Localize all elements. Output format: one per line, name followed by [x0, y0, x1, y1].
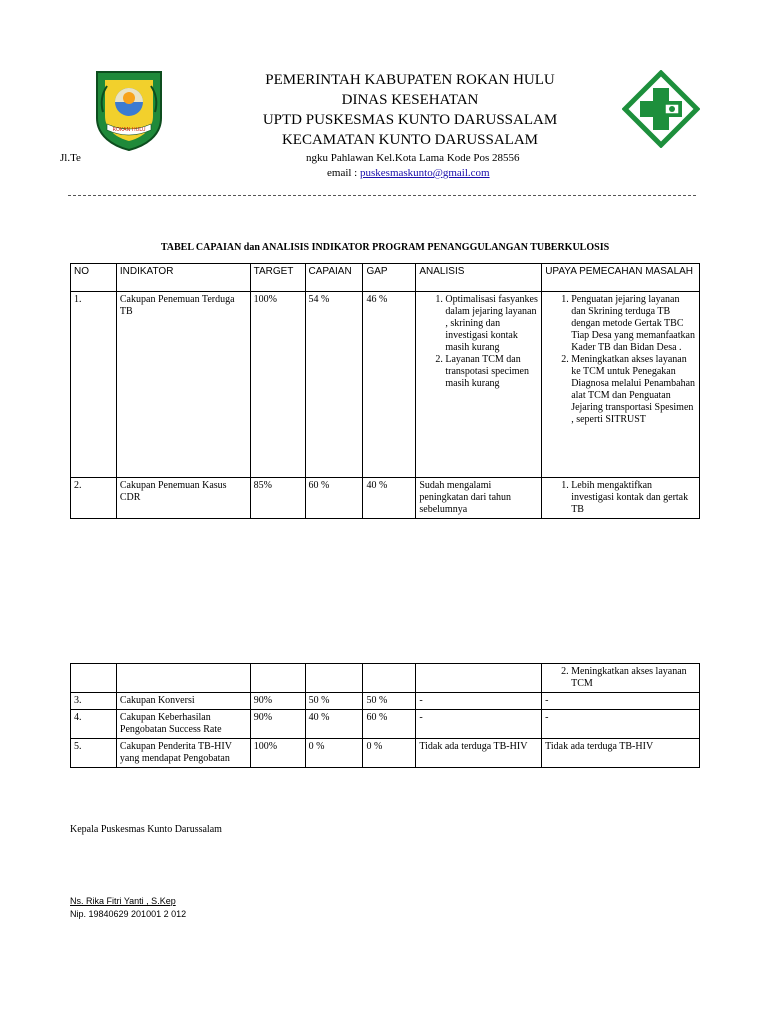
list-item: 1. Optimalisasi fasyankes dalam jejaring layanan , skrining dan investigasi kontak masih kurang: [445, 294, 538, 354]
cell-indikator: Cakupan Penemuan Kasus CDR: [116, 478, 250, 519]
header-government: PEMERINTAH KABUPATEN ROKAN HULU: [265, 72, 555, 88]
header-analisis: ANALISIS: [416, 264, 542, 292]
list-item: 2. Meningkatkan akses layanan TCM: [571, 666, 696, 690]
cell-capaian: 0 %: [305, 739, 363, 768]
list-item: 2. Layanan TCM dan transpotasi specimen masih kurang: [445, 354, 538, 390]
header-gap: GAP: [363, 264, 416, 292]
cell-gap: 40 %: [363, 478, 416, 519]
cell-upaya: -: [542, 693, 700, 710]
header-target: TARGET: [250, 264, 305, 292]
header-indikator: INDIKATOR: [116, 264, 250, 292]
cell-target: 90%: [250, 693, 305, 710]
cell-no: 5.: [71, 739, 117, 768]
header-kecamatan: KECAMATAN KUNTO DARUSSALAM: [281, 132, 539, 148]
upaya-list: [545, 480, 696, 516]
cell-gap: 0 %: [363, 739, 416, 768]
cell-analisis: [416, 292, 542, 478]
signature-name: Ns. Rika Fitri Yanti , S.Kep: [70, 896, 176, 906]
cell-target: 85%: [250, 478, 305, 519]
cell-no: 1.: [71, 292, 117, 478]
cell-upaya: -: [542, 710, 700, 739]
cell-capaian: 40 %: [305, 710, 363, 739]
indicator-table: [70, 263, 700, 519]
cell-no: 3.: [71, 693, 117, 710]
email-label: email :: [327, 167, 360, 179]
table-row: [71, 693, 700, 710]
list-item: 1. Penguatan jejaring layanan dan Skrining terduga TB dengan metode Gertak TBC Tiap Desa yang memanfaatkan Kader TB dan Bidan Desa .: [571, 294, 696, 354]
cell-indikator: Cakupan Penderita TB-HIV yang mendapat Pengobatan: [116, 739, 250, 768]
table-row: [71, 478, 700, 519]
table-header-row: [71, 264, 700, 292]
cell-analisis: Tidak ada terduga TB-HIV: [416, 739, 542, 768]
upaya-list: [545, 666, 696, 690]
cell-target: 100%: [250, 292, 305, 478]
cell-capaian: 50 %: [305, 693, 363, 710]
rokan-hulu-seal-logo: [93, 68, 165, 152]
header-capaian: CAPAIAN: [305, 264, 363, 292]
table-row: [71, 292, 700, 478]
address-line: ngku Pahlawan Kel.Kota Lama Kode Pos 28556: [306, 152, 520, 164]
table-row: [71, 710, 700, 739]
seal-banner-text: ROKAN HULU: [112, 127, 146, 133]
cell-upaya: [542, 292, 700, 478]
table-row: [71, 664, 700, 693]
cell-gap: 46 %: [363, 292, 416, 478]
cell-upaya: [542, 664, 700, 693]
cell-upaya: Tidak ada terduga TB-HIV: [542, 739, 700, 768]
cell-target: 100%: [250, 739, 305, 768]
analisis-list: [419, 294, 538, 390]
puskesmas-logo: [622, 70, 700, 148]
cell-analisis: Sudah mengalami peningkatan dari tahun sebelumnya: [416, 478, 542, 519]
cell-no: 2.: [71, 478, 117, 519]
list-item: 1. Lebih mengaktifkan investigasi kontak dan gertak TB: [571, 480, 696, 516]
cell-no: 4.: [71, 710, 117, 739]
signature-position: Kepala Puskesmas Kunto Darussalam: [70, 824, 222, 835]
cell-analisis: -: [416, 710, 542, 739]
indicator-table-continued: [70, 663, 700, 768]
table-row: [71, 739, 700, 768]
header-upaya: UPAYA PEMECAHAN MASALAH: [542, 264, 700, 292]
cell-indikator: Cakupan Konversi: [116, 693, 250, 710]
cell-gap: 50 %: [363, 693, 416, 710]
cell-gap: 60 %: [363, 710, 416, 739]
cell-target: 90%: [250, 710, 305, 739]
cell-indikator: Cakupan Penemuan Terduga TB: [116, 292, 250, 478]
cell-indikator: Cakupan Keberhasilan Pengobatan Success Rate: [116, 710, 250, 739]
email-line: [327, 167, 490, 179]
cell-capaian: 54 %: [305, 292, 363, 478]
cell-analisis: -: [416, 693, 542, 710]
address-prefix: Jl.Te: [60, 152, 81, 164]
cell-upaya: [542, 478, 700, 519]
header-no: NO: [71, 264, 117, 292]
header-uptd: UPTD PUSKESMAS KUNTO DARUSSALAM: [262, 112, 558, 128]
document-title: TABEL CAPAIAN dan ANALISIS INDIKATOR PROGRAM PENANGGULANGAN TUBERKULOSIS: [160, 242, 610, 253]
header-divider: [68, 195, 696, 196]
upaya-list: [545, 294, 696, 426]
email-link[interactable]: puskesmaskunto@gmail.com: [360, 167, 490, 179]
signature-nip: Nip. 19840629 201001 2 012: [70, 909, 187, 919]
cell-capaian: 60 %: [305, 478, 363, 519]
list-item: 2. Meningkatkan akses layanan ke TCM untuk Penegakan Diagnosa melalui Penambahan alat TCM dan Penguatan Jejaring transportasi Spesimen , seperti SITRUST: [571, 354, 696, 426]
header-dinas: DINAS KESEHATAN: [341, 92, 479, 108]
